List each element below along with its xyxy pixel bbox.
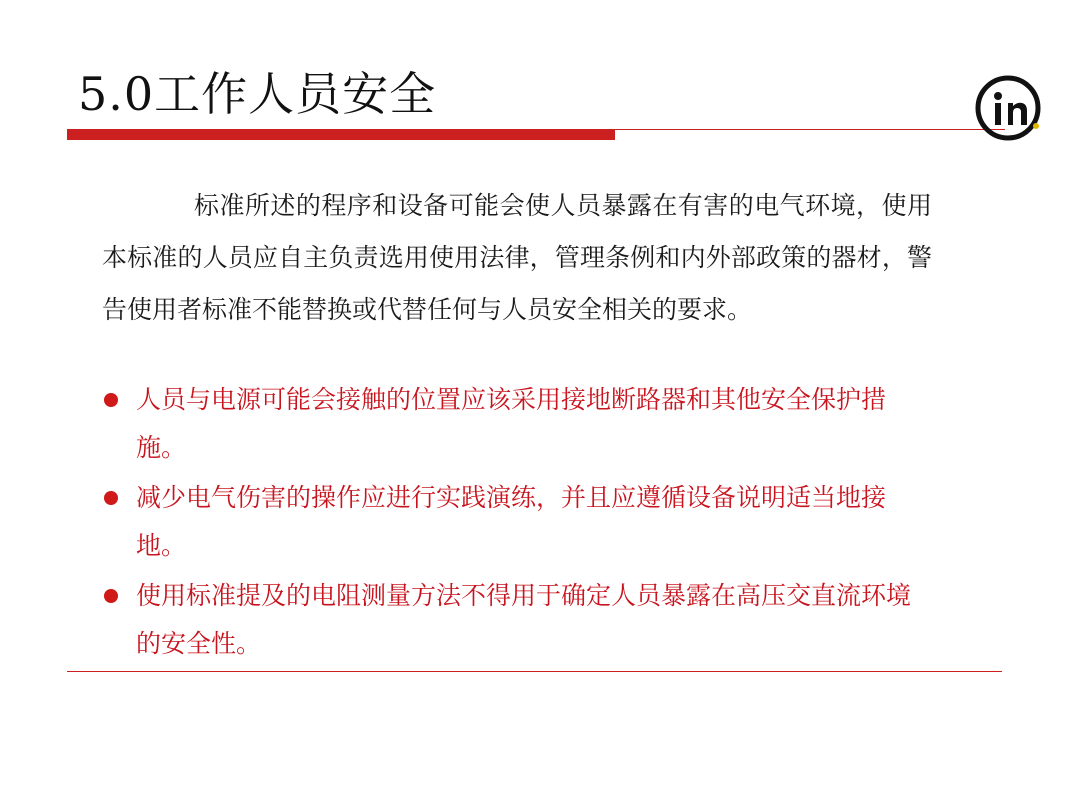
footer-divider [67, 671, 1002, 672]
bullet-dot-icon [104, 491, 118, 505]
bullet-dot-icon [104, 393, 118, 407]
title-underline-thick [67, 129, 615, 140]
bullet-text: 减少电气伤害的操作应进行实践演练，并且应遵循设备说明适当地接地。 [136, 483, 887, 560]
bullet-text: 人员与电源可能会接触的位置应该采用接地断路器和其他安全保护措施。 [136, 385, 887, 462]
bullet-item [102, 376, 932, 472]
slide-title: 5.0工作人员安全 [78, 67, 437, 121]
in-circle-logo-icon [970, 70, 1050, 150]
bullet-text: 使用标准提及的电阻测量方法不得用于确定人员暴露在高压交直流环境的安全性。 [136, 581, 912, 658]
bullet-list [102, 376, 932, 670]
bullet-item [102, 572, 932, 668]
bullet-dot-icon [104, 589, 118, 603]
bullet-item [102, 474, 932, 570]
title-underline-thin [615, 129, 1005, 130]
intro-paragraph: 标准所述的程序和设备可能会使人员暴露在有害的电气环境，使用本标准的人员应自主负责选用使用法律，管理条例和内外部政策的器材，警告使用者标准不能替换或代替任何与人员安全相关的要求。 [102, 191, 932, 324]
